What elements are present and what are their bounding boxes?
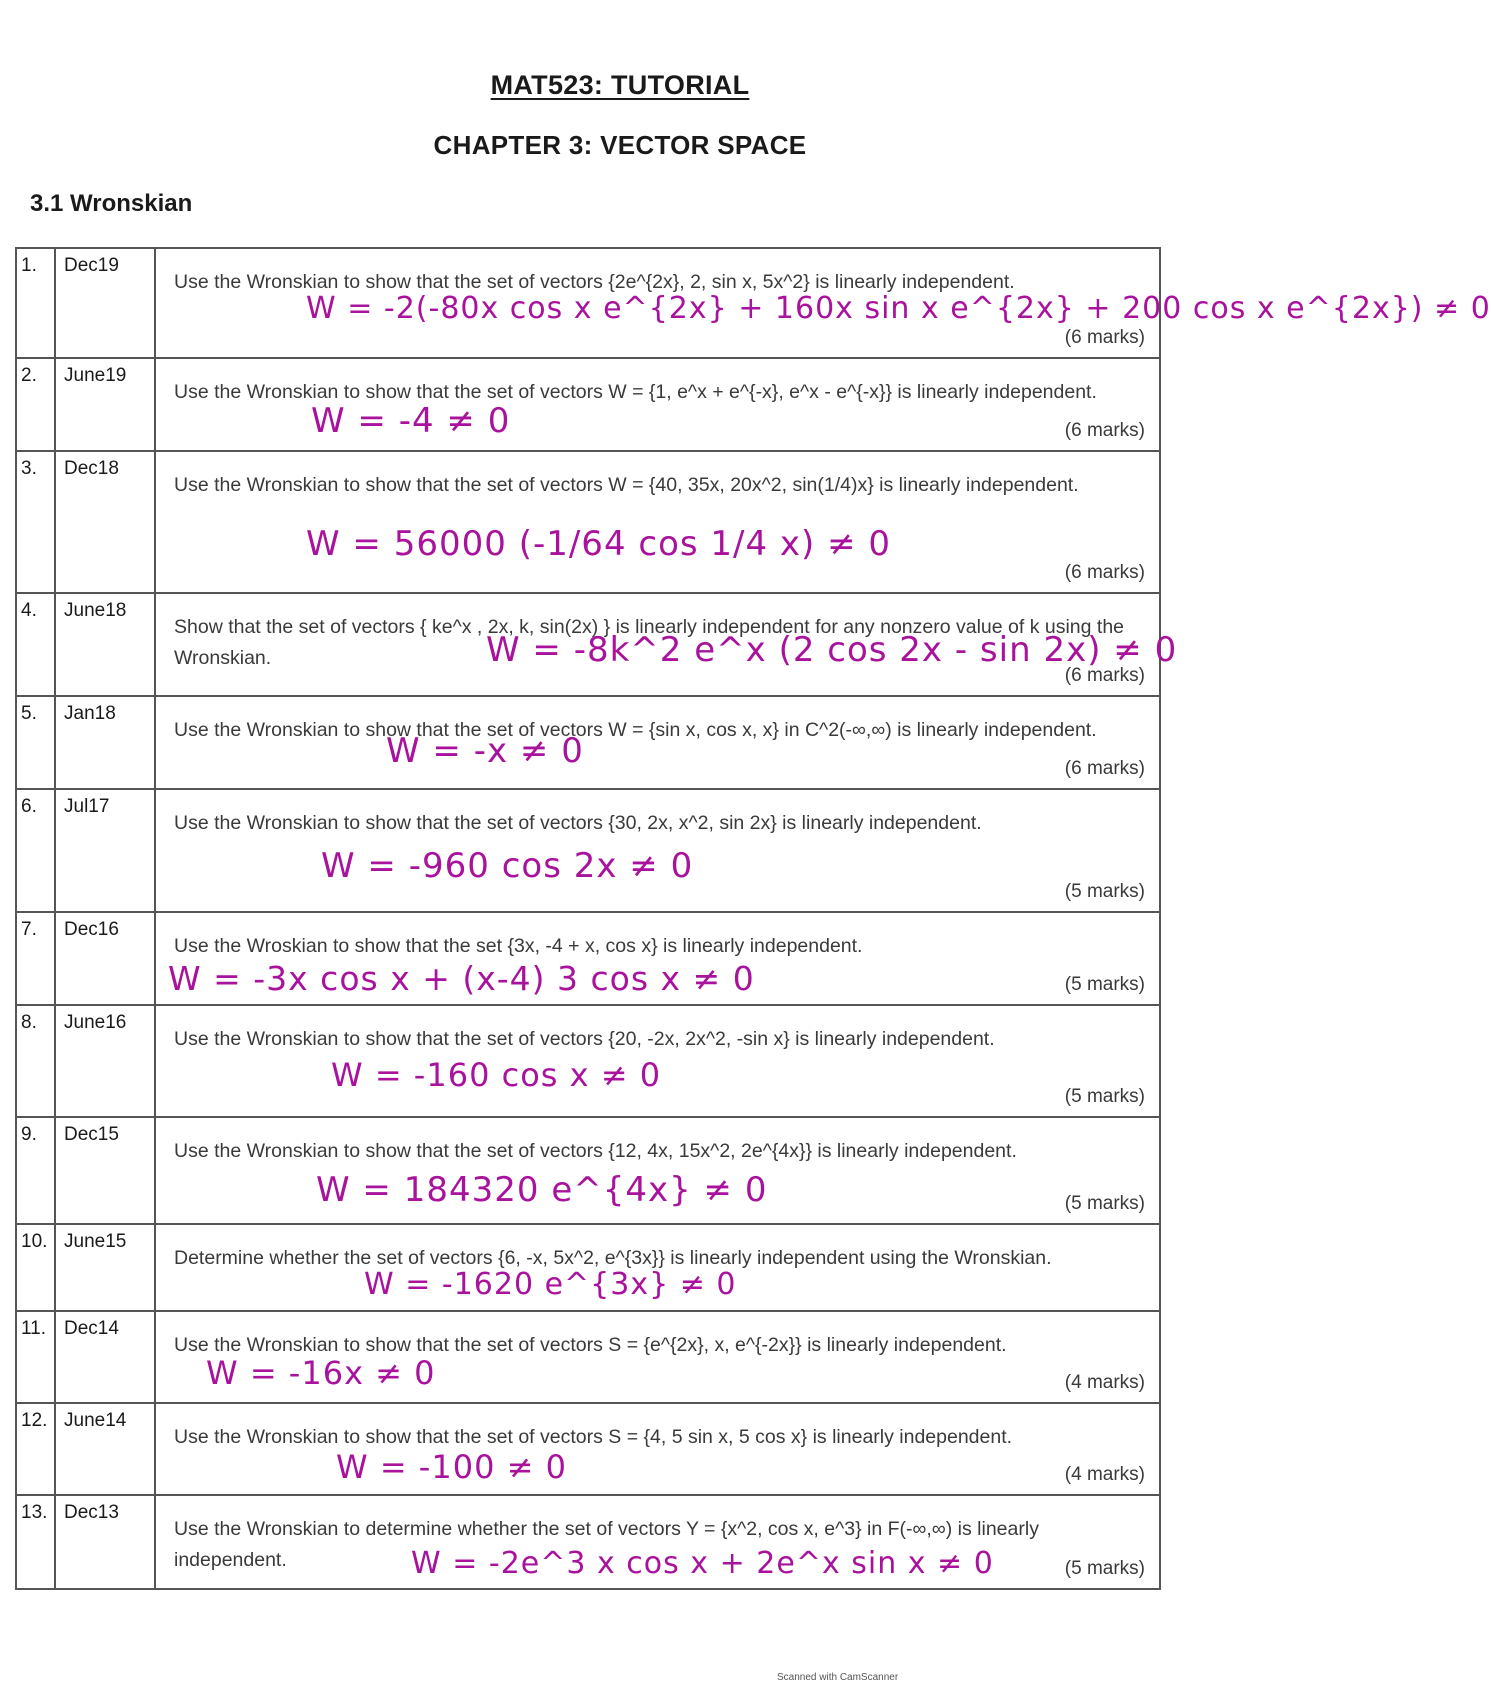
question-cell <box>155 912 1160 1005</box>
section-heading: 3.1 Wronskian <box>30 190 193 217</box>
question-number: 10. <box>16 1224 55 1311</box>
question-row <box>16 1005 1160 1117</box>
exam-session: June14 <box>55 1403 155 1495</box>
question-cell <box>155 1224 1160 1311</box>
question-row <box>16 1403 1160 1495</box>
handwritten-answer: W = -100 ≠ 0 <box>336 1448 567 1486</box>
marks-label: (6 marks) <box>1064 758 1145 779</box>
marks-label: (5 marks) <box>1064 1193 1145 1214</box>
question-text: Use the Wronskian to show that the set of vectors W = {sin x, cos x, x} in C^2(-∞,∞) is linearly independent. <box>174 719 1097 741</box>
question-row <box>16 1311 1160 1403</box>
marks-label: (6 marks) <box>1064 562 1145 583</box>
question-table <box>15 247 1491 1590</box>
question-cell <box>155 1495 1160 1589</box>
question-number: 7. <box>16 912 55 1005</box>
question-text: Use the Wronskian to show that the set of vectors S = {e^{2x}, x, e^{-2x}} is linearly independent. <box>174 1334 1007 1356</box>
exam-session: Dec14 <box>55 1311 155 1403</box>
question-text: Show that the set of vectors { ke^x , 2x, k, sin(2x) } is linearly independent for any nonzero value of k using the Wronskian. <box>174 616 1125 669</box>
question-number: 2. <box>16 358 55 451</box>
handwritten-answer: W = -1620 e^{3x} ≠ 0 <box>364 1267 737 1302</box>
question-text: Use the Wroskian to show that the set {3x, -4 + x, cos x} is linearly independent. <box>174 935 863 957</box>
question-row <box>16 451 1160 593</box>
marks-label: (5 marks) <box>1064 1086 1145 1107</box>
handwritten-answer: W = -8k^2 e^x (2 cos 2x - sin 2x) ≠ 0 <box>486 630 1178 670</box>
question-number: 9. <box>16 1117 55 1224</box>
question-text: Use the Wronskian to determine whether the set of vectors Y = {x^2, cos x, e^3} in F(-∞,∞) is linearly independent. <box>174 1518 1039 1571</box>
handwritten-answer: W = -16x ≠ 0 <box>206 1354 436 1392</box>
marks-label: (4 marks) <box>1064 1372 1145 1393</box>
handwritten-answer: W = -160 cos x ≠ 0 <box>331 1056 662 1094</box>
question-cell <box>155 593 1178 696</box>
question-row <box>16 1117 1160 1224</box>
question-text: Use the Wronskian to show that the set of vectors W = {40, 35x, 20x^2, sin(1/4)x} is linearly independent. <box>174 474 1079 496</box>
exam-session: June19 <box>55 358 155 451</box>
question-text: Use the Wronskian to show that the set of vectors W = {1, e^x + e^{-x}, e^x - e^{-x}} is linearly independent. <box>174 381 1097 403</box>
question-text: Determine whether the set of vectors {6, -x, 5x^2, e^{3x}} is linearly independent using the Wronskian. <box>174 1247 1052 1269</box>
exam-session: June18 <box>55 593 155 696</box>
question-number: 3. <box>16 451 55 593</box>
marks-label: (5 marks) <box>1064 974 1145 995</box>
question-cell <box>155 451 1160 593</box>
question-cell <box>155 358 1160 451</box>
exam-session: June16 <box>55 1005 155 1117</box>
question-number: 13. <box>16 1495 55 1589</box>
document-title: MAT523: TUTORIAL <box>490 70 750 100</box>
exam-session: June15 <box>55 1224 155 1311</box>
question-text: Use the Wronskian to show that the set of vectors S = {4, 5 sin x, 5 cos x} is linearly independent. <box>174 1426 1013 1448</box>
handwritten-answer: W = -3x cos x + (x-4) 3 cos x ≠ 0 <box>168 959 755 998</box>
marks-label: (6 marks) <box>1064 665 1145 686</box>
scanner-watermark: Scanned with CamScanner <box>777 1672 899 1683</box>
question-row <box>16 358 1160 451</box>
question-row <box>16 789 1160 912</box>
question-row <box>16 248 1160 358</box>
exam-session: Dec18 <box>55 451 155 593</box>
question-row <box>16 593 1160 696</box>
handwritten-answer: W = -2e^3 x cos x + 2e^x sin x ≠ 0 <box>411 1546 994 1581</box>
exam-session: Dec16 <box>55 912 155 1005</box>
question-cell <box>155 789 1160 912</box>
handwritten-answer: W = -2(-80x cos x e^{2x} + 160x sin x e^{2x} + 200 cos x e^{2x}) ≠ 0 <box>306 291 1491 326</box>
question-row <box>16 912 1160 1005</box>
exam-session: Jan18 <box>55 696 155 789</box>
question-text: Use the Wronskian to show that the set of vectors {2e^{2x}, 2, sin x, 5x^2} is linearly independent. <box>174 271 1015 293</box>
question-text: Use the Wronskian to show that the set of vectors {12, 4x, 15x^2, 2e^{4x}} is linearly independent. <box>174 1140 1017 1162</box>
exam-session: Dec15 <box>55 1117 155 1224</box>
marks-label: (5 marks) <box>1064 881 1145 902</box>
question-cell <box>155 696 1160 789</box>
exam-session: Dec13 <box>55 1495 155 1589</box>
question-row <box>16 696 1160 789</box>
handwritten-answer: W = 56000 (-1/64 cos 1/4 x) ≠ 0 <box>306 524 892 564</box>
question-number: 8. <box>16 1005 55 1117</box>
question-row <box>16 1495 1160 1589</box>
question-number: 11. <box>16 1311 55 1403</box>
chapter-title: CHAPTER 3: VECTOR SPACE <box>433 130 807 160</box>
marks-label: (4 marks) <box>1064 1464 1145 1485</box>
handwritten-answer: W = -x ≠ 0 <box>386 731 584 771</box>
question-cell <box>155 248 1491 358</box>
marks-label: (6 marks) <box>1064 327 1145 348</box>
question-cell <box>155 1117 1160 1224</box>
question-number: 5. <box>16 696 55 789</box>
question-cell <box>155 1005 1160 1117</box>
question-cell <box>155 1403 1160 1495</box>
question-number: 4. <box>16 593 55 696</box>
handwritten-answer: W = 184320 e^{4x} ≠ 0 <box>316 1170 768 1210</box>
question-number: 12. <box>16 1403 55 1495</box>
question-text: Use the Wronskian to show that the set of vectors {30, 2x, x^2, sin 2x} is linearly independent. <box>174 812 982 834</box>
question-row <box>16 1224 1160 1311</box>
exam-session: Dec19 <box>55 248 155 358</box>
question-cell <box>155 1311 1160 1403</box>
marks-label: (6 marks) <box>1064 420 1145 441</box>
handwritten-answer: W = -4 ≠ 0 <box>311 401 511 441</box>
question-text: Use the Wronskian to show that the set of vectors {20, -2x, 2x^2, -sin x} is linearly independent. <box>174 1028 995 1050</box>
marks-label: (5 marks) <box>1064 1558 1145 1579</box>
question-number: 1. <box>16 248 55 358</box>
question-number: 6. <box>16 789 55 912</box>
exam-session: Jul17 <box>55 789 155 912</box>
handwritten-answer: W = -960 cos 2x ≠ 0 <box>321 846 694 886</box>
